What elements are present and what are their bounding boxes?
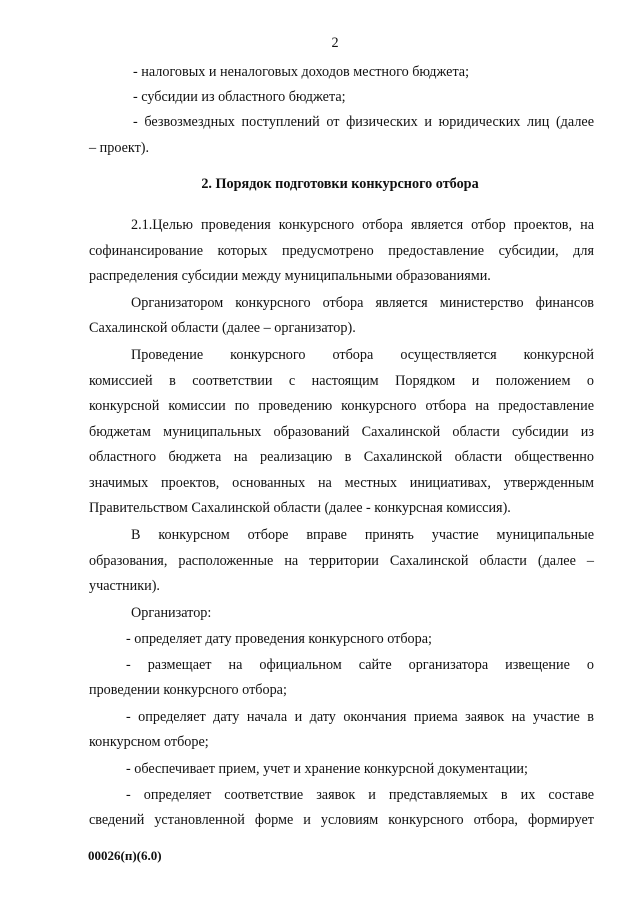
- paragraph-line: бюджетам муниципальных образований Сахалинской области субсидии из: [89, 424, 594, 440]
- organizer-duty: - размещает на официальном сайте организатора извещение о: [126, 657, 594, 673]
- paragraph-line: 2.1.Целью проведения конкурсного отбора является отбор проектов, на: [131, 217, 594, 233]
- paragraph-line: распределения субсидии между муниципальными образованиями.: [89, 268, 491, 284]
- document-code: 00026(п)(6.0): [88, 848, 162, 863]
- paragraph-line: образования, расположенные на территории Сахалинской области (далее –: [89, 553, 594, 569]
- organizer-duty: конкурсном отборе;: [89, 734, 209, 750]
- paragraph-line: Правительством Сахалинской области (далее - конкурсная комиссия).: [89, 500, 511, 516]
- paragraph-line: участники).: [89, 578, 160, 594]
- paragraph-line: значимых проектов, основанных на местных инициативах, утвержденным: [89, 475, 594, 491]
- paragraph-line: комиссией в соответствии с настоящим Порядком и положением о: [89, 373, 594, 389]
- organizer-duty: - обеспечивает прием, учет и хранение конкурсной документации;: [126, 761, 528, 777]
- paragraph-line: софинансирование которых предусмотрено предоставление субсидии, для: [89, 243, 594, 259]
- intro-list-item: – проект).: [89, 140, 150, 156]
- paragraph-line: конкурсной комиссии по проведению конкурсного отбора на предоставление: [89, 398, 594, 414]
- paragraph-line: В конкурсном отборе вправе принять участие муниципальные: [131, 527, 594, 543]
- intro-list-item: - субсидии из областного бюджета;: [133, 89, 346, 105]
- organizer-duty: - определяет дату проведения конкурсного отбора;: [126, 631, 432, 647]
- paragraph-line: Сахалинской области (далее – организатор).: [89, 320, 356, 336]
- organizer-duty: проведении конкурсного отбора;: [89, 682, 287, 698]
- intro-list-item: - безвозмездных поступлений от физических и юридических лиц (далее: [133, 114, 594, 130]
- page-number: 2: [331, 35, 339, 51]
- organizer-label: Организатор:: [131, 605, 212, 621]
- section-heading: 2. Порядок подготовки конкурсного отбора: [201, 176, 479, 192]
- organizer-duty: - определяет дату начала и дату окончания приема заявок на участие в: [126, 709, 594, 725]
- paragraph-line: Организатором конкурсного отбора является министерство финансов: [131, 295, 594, 311]
- organizer-duty: сведений установленной форме и условиям конкурсного отбора, формирует: [89, 812, 594, 828]
- paragraph-line: Проведение конкурсного отбора осуществляется конкурсной: [131, 347, 594, 363]
- paragraph-line: областного бюджета на реализацию в Сахалинской области общественно: [89, 449, 594, 465]
- intro-list-item: - налоговых и неналоговых доходов местного бюджета;: [133, 64, 470, 80]
- organizer-duty: - определяет соответствие заявок и представляемых в их составе: [126, 787, 594, 803]
